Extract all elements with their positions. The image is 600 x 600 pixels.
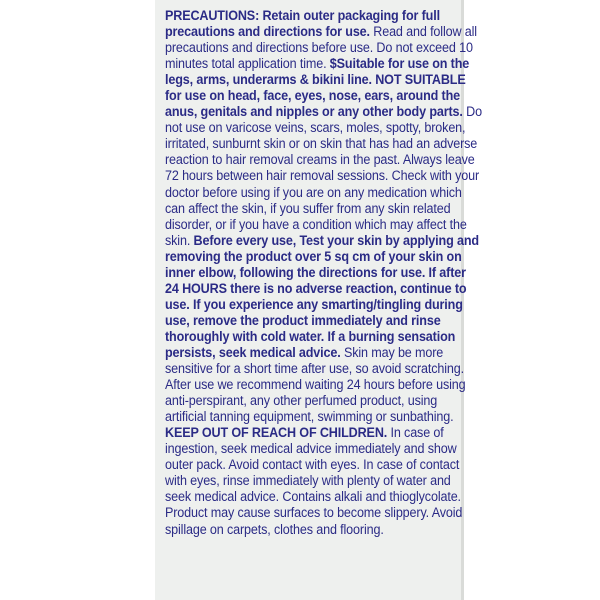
text-segment: ingestion, seek medical advice immediately and show — [165, 441, 457, 457]
bold-text-segment: precautions and directions for use. — [165, 24, 370, 40]
text-line — [165, 377, 466, 393]
bold-text-segment: for use on head, face, eyes, nose, ears, around the — [165, 88, 461, 104]
text-line — [165, 264, 466, 281]
text-line — [165, 248, 462, 265]
text-line — [165, 152, 475, 168]
text-line — [165, 216, 467, 233]
text-line — [165, 425, 456, 441]
text-line — [165, 473, 456, 489]
text-segment: Read and follow all — [369, 24, 477, 40]
text-segment: skin. — [165, 232, 194, 248]
text-line — [165, 280, 467, 297]
text-segment: Product may cause surfaces to become slippery. Avoid — [165, 505, 463, 521]
bold-text-segment: legs, arms, underarms & bikini line. NOT SUITABLE — [165, 72, 466, 88]
text-segment: minutes total application time. — [165, 56, 330, 72]
bold-text-segment: anus, genitals and nipples or any other body parts. — [165, 104, 463, 120]
precautions-text-block — [165, 8, 482, 538]
text-line — [165, 522, 456, 538]
text-segment: Skin may be more — [340, 344, 444, 360]
bold-text-segment: PRECAUTIONS: Retain outer packaging for full — [165, 8, 440, 23]
text-line — [165, 168, 480, 184]
text-line — [165, 296, 463, 313]
text-line — [165, 104, 482, 120]
text-line — [165, 88, 461, 104]
text-line — [165, 8, 456, 24]
text-segment: After use we recommend waiting 24 hours before using — [165, 377, 466, 393]
bold-text-segment: use, remove the product immediately and rinse — [165, 312, 441, 328]
text-segment: artificial tanning equipment, swimming or sunbathing. — [165, 409, 454, 425]
bold-text-segment: use. If you experience any smarting/tingling during — [165, 296, 463, 312]
text-line — [165, 489, 461, 505]
bold-text-segment: $Suitable for use on the — [329, 56, 470, 72]
text-segment: In case of — [387, 425, 444, 441]
text-line — [165, 201, 456, 217]
text-line — [165, 441, 456, 457]
text-segment: outer pack. Avoid contact with eyes. In case of contact — [165, 457, 460, 473]
text-segment: seek medical advice. Contains alkali and thioglycolate. — [165, 489, 461, 505]
text-line — [165, 232, 479, 249]
text-segment: can affect the skin, if you suffer from any skin related — [165, 200, 451, 216]
text-segment: sensitive for a short time after use, so avoid scratching. — [165, 361, 464, 377]
bold-text-segment: thoroughly with cold water. If a burning sensation — [165, 328, 456, 344]
bold-text-segment: removing the product over 5 sq cm of your skin on — [165, 248, 462, 264]
text-line — [165, 24, 477, 40]
text-segment: precautions and directions before use. Do not exceed 10 — [165, 40, 473, 56]
text-line — [165, 184, 462, 201]
text-segment: irritated, sunburnt skin or on skin that has had an adverse — [165, 136, 478, 152]
text-segment: not use on varicose veins, scars, moles, spotty, broken, — [165, 120, 466, 136]
text-line — [165, 56, 470, 72]
bold-text-segment: 24 HOURS there is no adverse reaction, continue to — [165, 280, 467, 296]
bold-text-segment: Before every use, Test your skin by applying and — [193, 232, 479, 248]
text-line — [165, 345, 456, 361]
text-line — [165, 409, 456, 425]
text-line — [165, 40, 473, 56]
text-segment: doctor before using if you are on any medication which — [165, 184, 462, 200]
text-line — [165, 120, 466, 136]
text-line — [165, 136, 478, 152]
bold-text-segment: inner elbow, following the directions for use. If after — [165, 264, 466, 280]
text-segment: disorder, or if you have a condition which may affect the — [165, 216, 467, 232]
text-segment: with eyes, rinse immediately with plenty of water and — [165, 473, 451, 489]
text-line — [165, 505, 463, 521]
text-line — [165, 313, 456, 329]
text-line — [165, 72, 466, 88]
text-line — [165, 393, 456, 409]
text-segment: 72 hours between hair removal sessions. Check with your — [165, 168, 480, 184]
text-segment: reaction to hair removal creams in the past. Always leave — [165, 152, 475, 168]
text-line — [165, 329, 456, 345]
bold-text-segment: KEEP OUT OF REACH OF CHILDREN. — [165, 425, 388, 441]
text-line — [165, 457, 460, 473]
text-segment: spillage on carpets, clothes and flooring. — [165, 521, 384, 537]
text-segment: anti-perspirant, any other perfumed product, using — [165, 393, 438, 409]
text-line — [165, 361, 464, 377]
bold-text-segment: persists, seek medical advice. — [165, 344, 341, 360]
text-segment: Do — [462, 104, 482, 120]
